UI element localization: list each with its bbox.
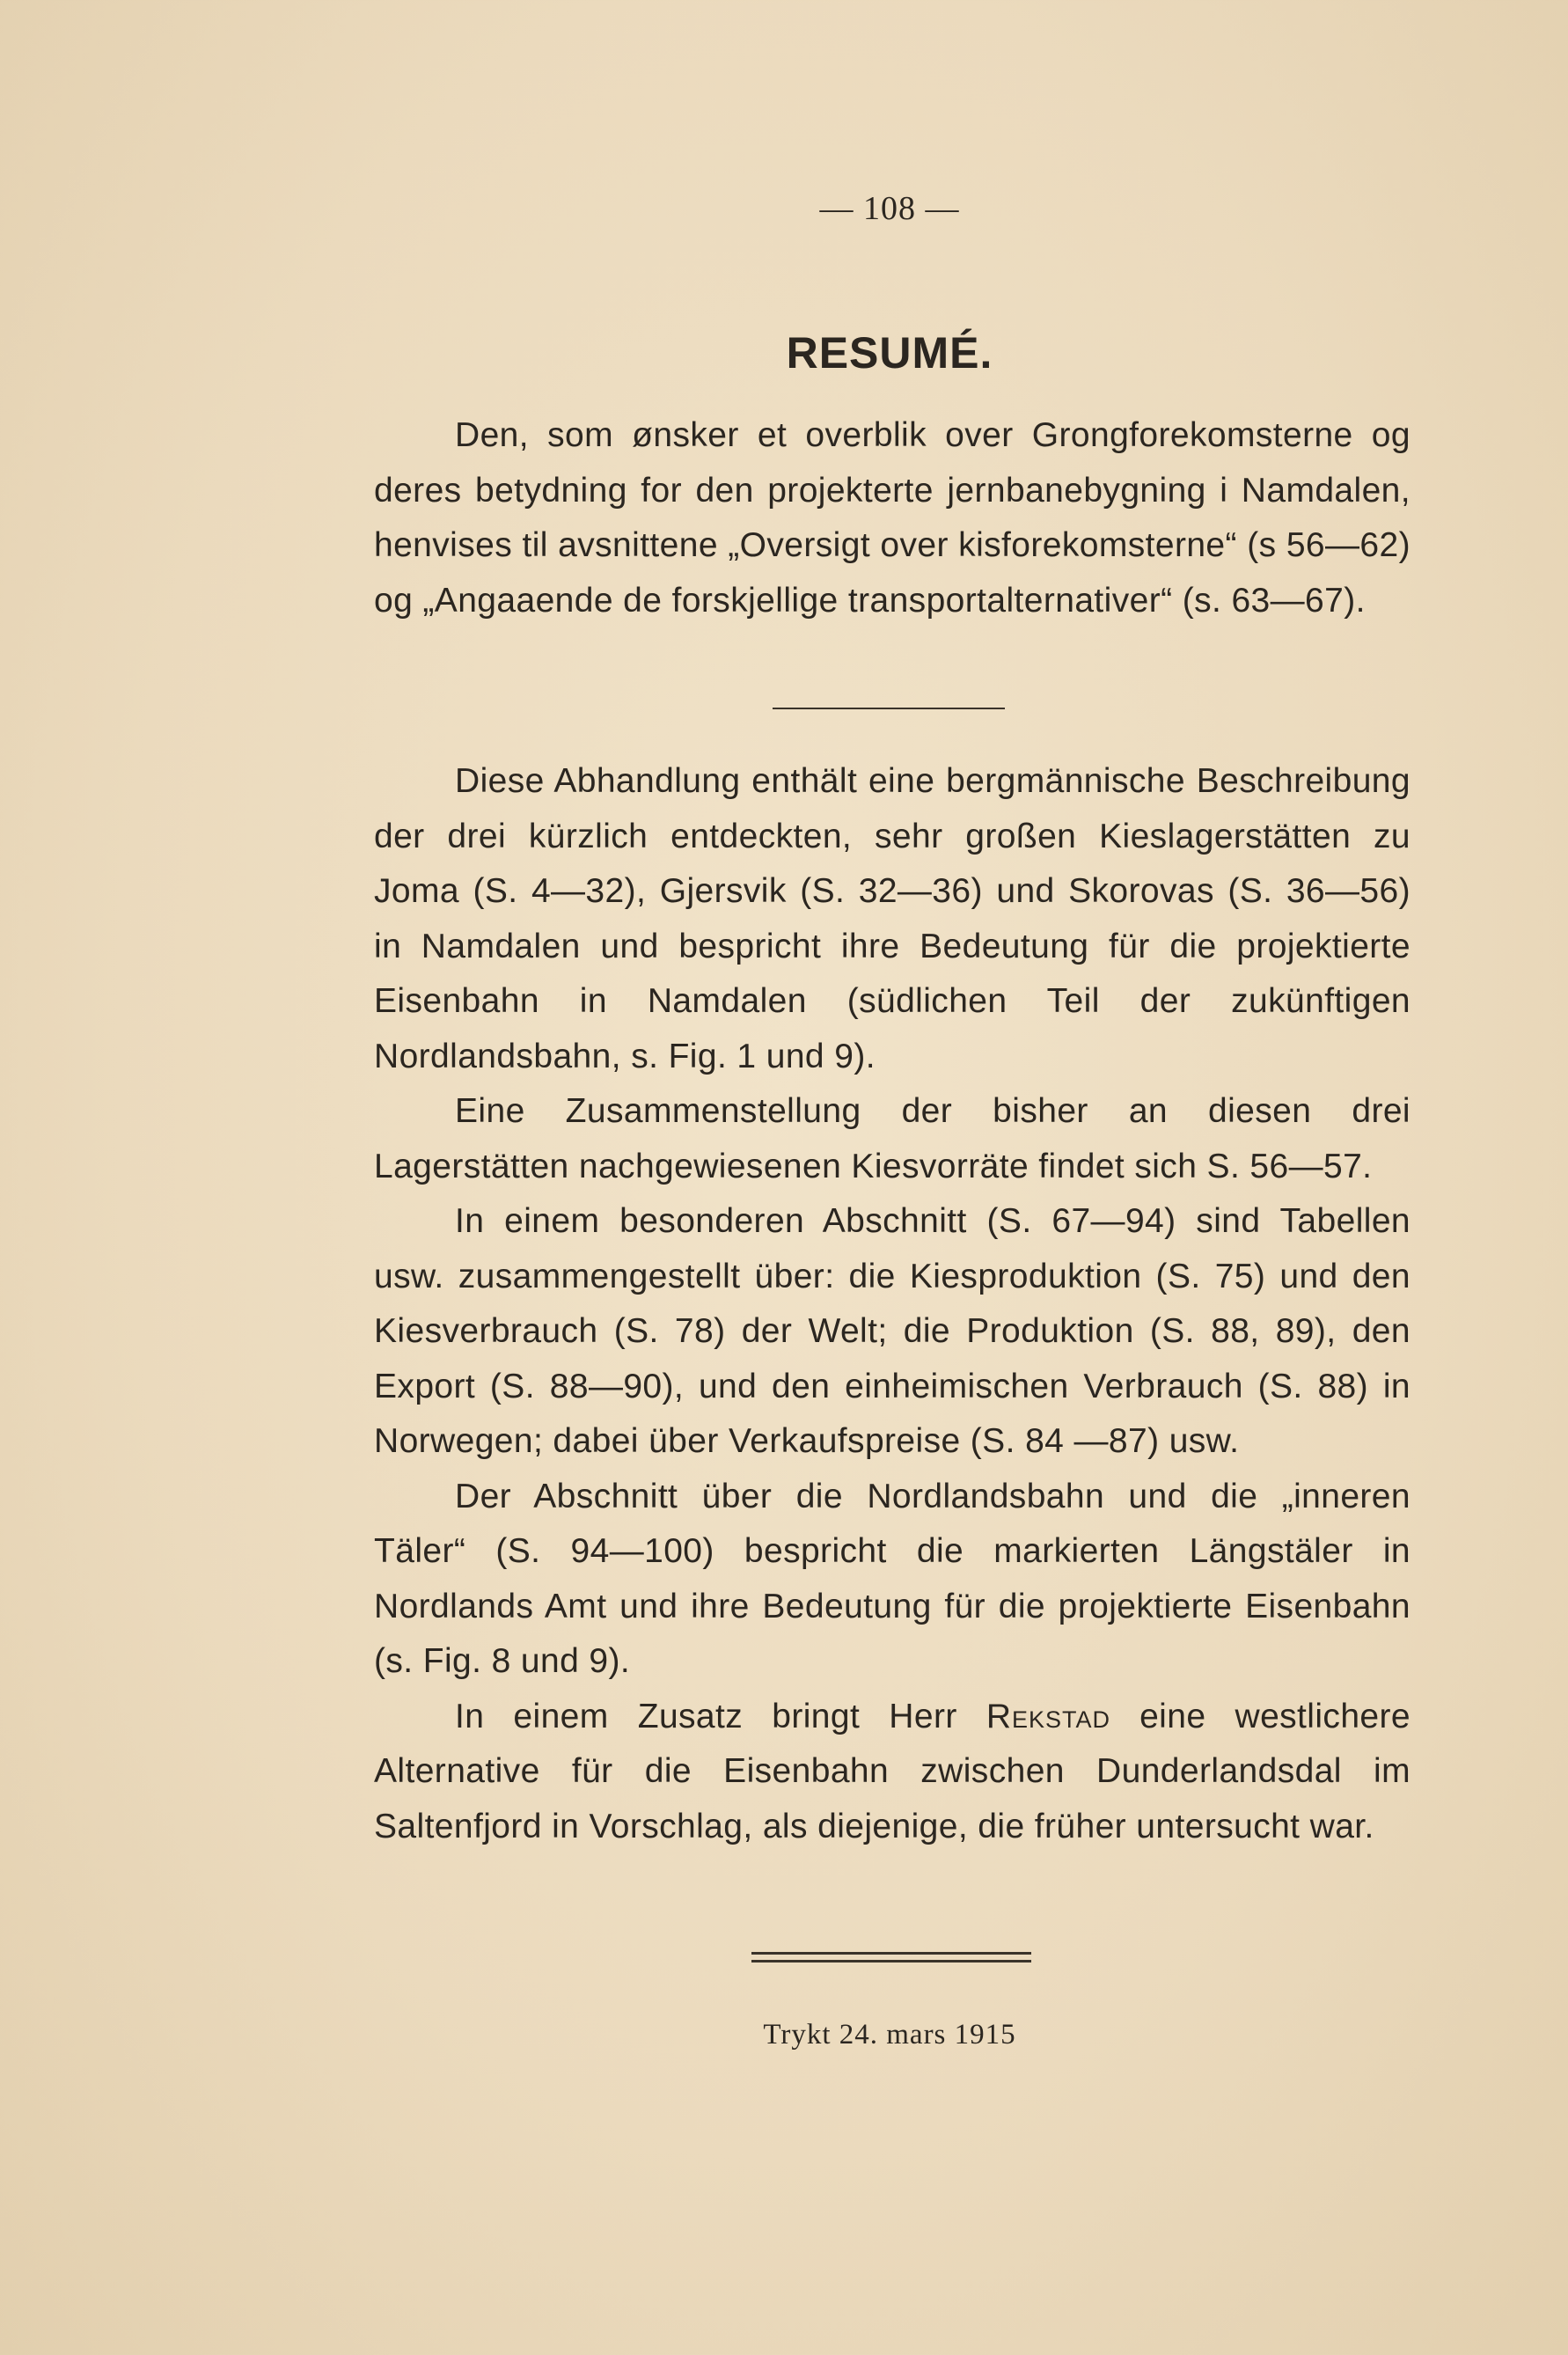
paragraph: [374, 1690, 1410, 1855]
author-name: Rekstad: [985, 1697, 1110, 1735]
end-rule: [751, 1952, 1031, 1962]
page-number: — 108 —: [819, 190, 960, 227]
german-summary: [374, 754, 1410, 1854]
paragraph: In einem besonderen Abschnitt (S. 67—94) sind Tabellen usw. zusammengestellt über: die Kiesproduktion (S. 75) und den Kiesverbrauch (S. 78) der Welt; die Produktion (S. 88, 89), den Export (S. 88—90), und den einheimischen Verbrauch (S. 88) in Norwegen; dabei über Verkaufspreise (S. 84 —87) usw.: [374, 1202, 1410, 1460]
page-title: RESUMÉ.: [786, 328, 993, 378]
section-divider: [773, 708, 1005, 709]
paragraph: Diese Abhandlung enthält eine bergmännische Beschreibung der drei kürzlich entdeckten, sehr großen Kieslagerstätten zu Joma (S. 4—32), Gjersvik (S. 32—36) und Skorovas (S. 36—56) in Namdalen und bespricht ihre Bedeutung für die projektierte Eisenbahn in Namdalen (südlichen Teil der zukünftigen Nordlandsbahn, s. Fig. 1 und 9).: [374, 762, 1410, 1075]
norwegian-summary: [374, 408, 1410, 628]
paragraph: Den, som ønsker et overblik over Grongforekomsterne og deres betydning for den projekterte jernbanebygning i Namdalen, henvises til avsnittene „Oversigt over kisforekomsterne“ (s 56—62) og „Angaaende de forskjellige transportalternativer“ (s. 63—67).: [374, 416, 1410, 620]
print-date: Trykt 24. mars 1915: [763, 2019, 1016, 2051]
paragraph: Eine Zusammenstellung der bisher an diesen drei Lagerstätten nachgewiesenen Kiesvorräte findet sich S. 56—57.: [374, 1092, 1410, 1185]
paragraph-text-start: In einem Zusatz bringt Herr: [455, 1697, 986, 1735]
paragraph-text-end: eine westlichere Alternative für die Eisenbahn zwischen Dunderlandsdal im Saltenfjord in Vorschlag, als diejenige, die früher untersucht war.: [374, 1697, 1410, 1845]
paragraph: Der Abschnitt über die Nordlandsbahn und die „inneren Täler“ (S. 94—100) bespricht die markierten Längstäler in Nordlands Amt und ihre Bedeutung für die projektierte Eisenbahn (s. Fig. 8 und 9).: [374, 1477, 1410, 1680]
